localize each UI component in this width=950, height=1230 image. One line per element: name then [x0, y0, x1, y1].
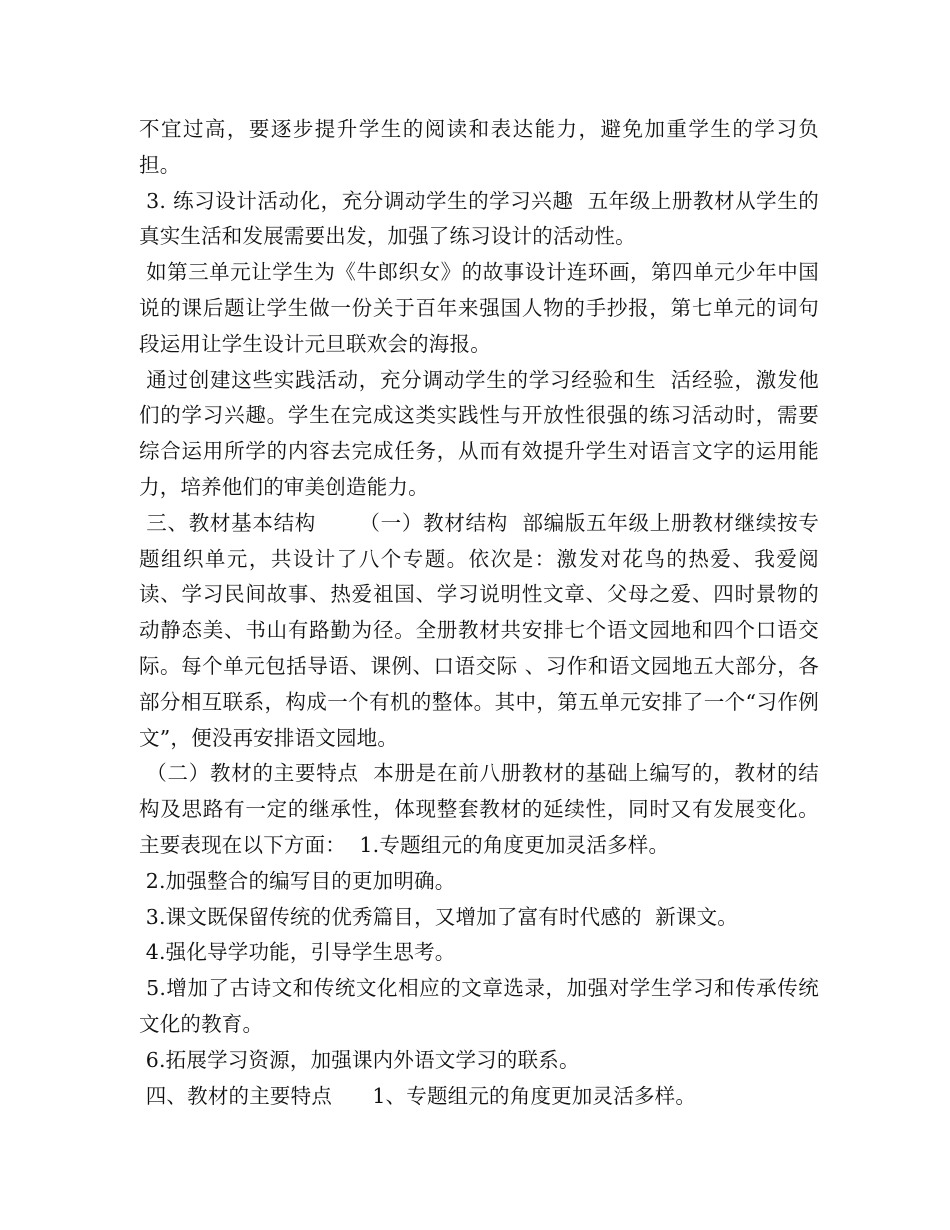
paragraph-1: 不宜过高，要逐步提升学生的阅读和表达能力，避免加重学生的学习负担。: [139, 117, 819, 177]
paragraph-10: 5.增加了古诗文和传统文化相应的文章选录，加强对学生学习和传承传统文化的教育。: [139, 976, 819, 1036]
paragraph-5: 三、教材基本结构 （一）教材结构 部编版五年级上册教材继续按专题组织单元，共设计了八个专题。依次是：激发对花鸟的热爱、我爱阅读、学习民间故事、热爱祖国、学习说明性文章、父母之爱、四时景物的动静态美、书山有路勤为径。全册教材共安排七个语文园地和四个口语交际。每个单元包括导语、课例、口语交际 、习作和语文园地五大部分，各部分相互联系，构成一个有机的整体。其中，第五单元安排了一个“习作例文”，便没再安排语文园地。: [139, 510, 820, 750]
paragraph-3: 如第三单元让学生为《牛郎织女》的故事设计连环画，第四单元少年中国说的课后题让学生做一份关于百年来强国人物的手抄报，第七单元的词句段运用让学生设计元旦联欢会的海报。: [139, 260, 819, 356]
paragraph-8: 3.课文既保留传统的优秀篇目，又增加了富有时代感的 新课文。: [139, 904, 739, 929]
paragraph-9: 4.强化导学功能，引导学生思考。: [139, 940, 456, 965]
paragraph-4: 通过创建这些实践活动，充分调动学生的学习经验和生 活经验，激发他们的学习兴趣。学生在完成这类实践性与开放性很强的练习活动时，需要综合运用所学的内容去完成任务，从而有效提升学生对语言文字的运用能力，培养他们的审美创造能力。: [139, 367, 820, 499]
paragraph-2: 3. 练习设计活动化，充分调动学生的学习兴趣 五年级上册教材从学生的真实生活和发展需要出发，加强了练习设计的活动性。: [139, 188, 820, 249]
document-body: [139, 112, 819, 1114]
paragraph-7: 2.加强整合的编写目的更加明确。: [139, 868, 456, 893]
paragraph-12: 四、教材的主要特点 1、专题组元的角度更加灵活多样。: [139, 1083, 697, 1108]
paragraph-11: 6.拓展学习资源，加强课内外语文学习的联系。: [139, 1047, 580, 1072]
paragraph-6: （二）教材的主要特点 本册是在前八册教材的基础上编写的，教材的结构及思路有一定的继承性，体现整套教材的延续性，同时又有发展变化。主要表现在以下方面： 1.专题组元的角度更加灵活多样。: [139, 761, 820, 857]
